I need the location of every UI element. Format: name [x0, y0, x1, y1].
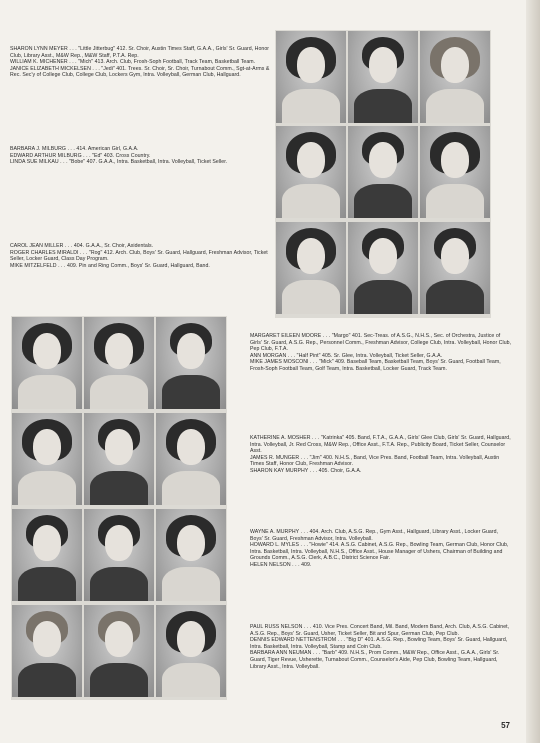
page-binding-edge: [526, 0, 540, 743]
bio-entry: BARBARA ANN NEUMAN . . . "Barb" 409. N.H.S., Prom Comm., M&W Rep., Office Asst., G.A.A., Girls' Sr. Guard, Tiger Revue, Usherette, Turnabout Comm., Counselor's Aide, Pep Club, Bowling Team, Hallguard, Library Asst., Intra. Volleyball.: [250, 650, 500, 670]
bio-entry: MIKE JAMES MOSCONI . . . "Mick" 409. Baseball Team, Basketball Team, Boys' Sr. Guard, Football Team, Frosh-Soph Football Team, Golf Team, Intra. Basketball, Locker Guard, Track Team.: [250, 359, 501, 372]
student-photo: [156, 413, 226, 505]
bio-entry: DENNIS EDWARD NETTENSTROM . . . "Big D" 401. A.S.G. Rep., Bowling Team, Boys' Sr. Guard, Hallguard, Intra. Basketball, Intra. Volleyball, Stamp and Coin Club.: [250, 637, 508, 650]
bio-entry: SHARON LYNN MEYER . . . "Little Jitterbug" 412. Sr. Choir, Austin Times Staff, G.A.A., Girls' Sr. Guard, Honor Club, Library Asst., M&W Rep., M&W Staff, P.T.A. Rep.: [10, 46, 270, 59]
bio-group-moore: [250, 333, 512, 373]
student-photo: [12, 605, 82, 697]
student-photo: [12, 317, 82, 409]
bio-entry: WILLIAM K. MICHENER . . . "Mich" 413. Arch. Club, Frosh-Soph Football, Track Team, Basketball Team.: [10, 59, 256, 66]
student-photo: [420, 31, 490, 123]
student-photo: [420, 126, 490, 218]
student-photo: [276, 31, 346, 123]
bio-entry: KATHERINE A. MOSHER . . . "Katrinka" 405. Band, F.T.A., G.A.A., Girls' Glee Club, Girls' Sr. Guard, Hallguard, Intra. Volleyball, Jr. Red Cross, M&W Rep., Office Asst., F.T.A. Rep., Publicity Board, Ticket Seller, Counselor Asst.: [250, 435, 511, 455]
page-number: 57: [501, 721, 510, 730]
bio-entry: HELEN NELSON . . . 409.: [250, 561, 312, 568]
bio-entry: WAYNE A. MURPHY . . . 404. Arch. Club, A.S.G. Rep., Gym Asst., Hallguard, Library Asst., Locker Guard, Boys' Sr. Guard, Freshman Advisor, Intra. Volleyball.: [250, 529, 499, 542]
student-photo: [276, 126, 346, 218]
student-photo: [84, 413, 154, 505]
student-photo: [348, 31, 418, 123]
bio-entry: ROGER CHARLES MIRALDI . . . "Rog" 412. Arch. Club, Boys' Sr. Guard, Hallguard, Freshman Advisor, Ticket Seller, Locker Guard, Class Day Program.: [10, 249, 268, 263]
bio-group-mosher: [250, 435, 512, 475]
bio-entry: JAMES R. MUNGER . . . "Jim" 400. N.H.S., Band, Vice Pres. Band, Football Team, Intra. Volleyball, Austin Times Staff, Honor Club, Freshman Advisor.: [250, 454, 500, 468]
student-photo: [12, 509, 82, 601]
bio-entry: EDWARD ARTHUR MILBURG . . . "Ed" 403. Cross Country.: [10, 152, 151, 159]
bio-entry: ANN MORGAN . . . "Half Pint" 405. Sr. Glee, Intra. Volleyball, Ticket Seller, G.A.A.: [250, 352, 443, 359]
student-photo: [276, 222, 346, 314]
student-photo: [84, 509, 154, 601]
student-photo: [348, 126, 418, 218]
student-photo: [156, 509, 226, 601]
bio-entry: JANICE ELIZABETH MICKELSEN . . . "Jedi" 401. Trees. Sr. Choir, Sr. Choir, Turnabout Comm., Sgt-at-Arms & Rec. Sec'y of College Club, College Club, Lockers Gym, Intra. Volleyball, German Club, Hallguard.: [10, 65, 270, 79]
bio-entry: SHARON KAY MURPHY . . . 405. Choir, G.A.A.: [250, 467, 362, 474]
bio-entry: PAUL RUSS NELSON . . . 410. Vice Pres. Concert Band, Mil. Band, Modern Band, Arch. Club, A.S.G. Cabinet, A.S.G. Rep., Boys' Sr. Guard, Usher, Ticket Seller, Bit and Spur, German Club, Pep Club.: [250, 624, 510, 637]
bio-group-miller: [10, 243, 275, 269]
bio-entry: MARGARET EILEEN MOORE . . . "Margo" 401. Sec-Treas. of A.S.G., N.H.S., Sec. of Orchestra, Justice of Girls' Sr. Guard, A.S.G. Rep., Personnel Comm., Freshman Advisor, College Club, Intra. Volleyball, Honor Club, Pep Club, F.T.A.: [250, 333, 512, 353]
bio-entry: CAROL JEAN MILLER . . . 404. G.A.A., Sr. Choir, Axidentals.: [10, 243, 154, 249]
student-photo: [84, 605, 154, 697]
bio-entry: BARBARA J. MILBURG . . . 414. American Girl, G.A.A.: [10, 146, 139, 152]
bio-group-murphy: [250, 529, 512, 569]
bio-entry: HOWARD L. MYLES . . . "Howie" 414. A.S.G. Cabinet, A.S.G. Rep., Bowling Team, German Club, Honor Club, Intra. Basketball, Intra. Volleyball, N.H.S., Office Asst., House Manager of Ushers, Chairman of Building and Grounds Comm., A.S.G. Clerk, A.B.C., District Science Fair.: [250, 542, 509, 562]
student-photo: [12, 413, 82, 505]
student-photo: [84, 317, 154, 409]
student-photo: [420, 222, 490, 314]
bio-entry: LINDA SUE MILKAU . . . "Bobe" 407. G.A.A., Intra. Basketball, Intra. Volleyball, Ticket Seller.: [10, 159, 228, 166]
bio-entry: MIKE MITZELFELD . . . 409. Pin and Ring Comm., Boys' Sr. Guard, Hallguard, Band.: [10, 262, 210, 269]
bio-group-milburg: [10, 146, 275, 166]
bio-group-nelson: [250, 624, 512, 670]
bio-group-meyer: [10, 46, 275, 79]
student-photo: [156, 605, 226, 697]
student-photo: [156, 317, 226, 409]
student-photo: [348, 222, 418, 314]
